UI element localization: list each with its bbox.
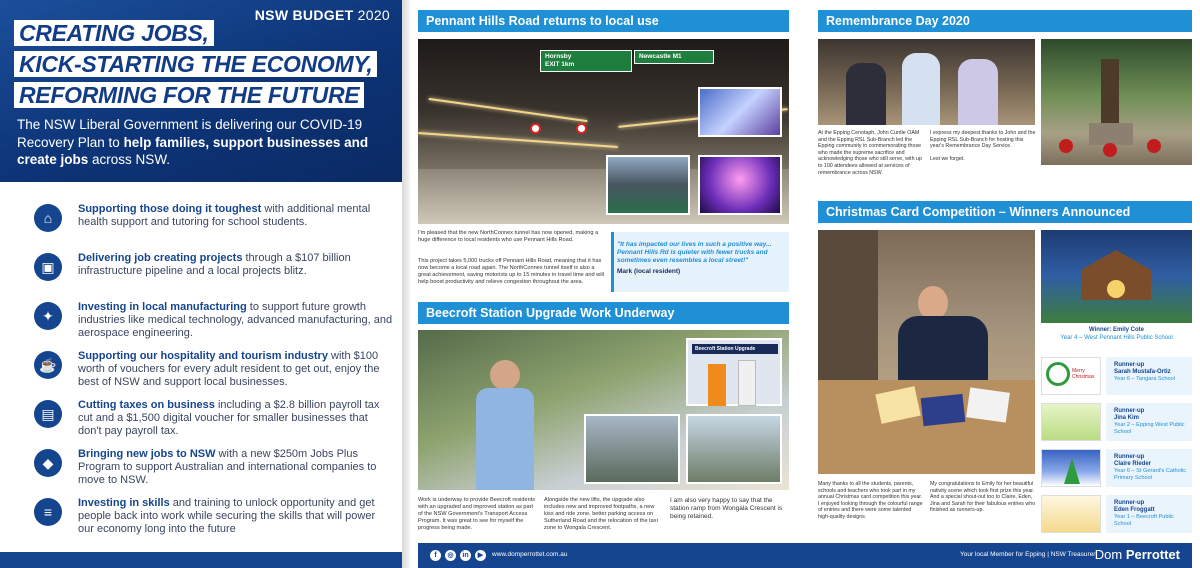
youtube-icon[interactable]: ▶: [475, 550, 486, 561]
runner-card-2: [1041, 403, 1101, 441]
left-footer-bar: [0, 552, 402, 568]
beecroft-column-2: Alongside the new lifts, the upgrade also includes new and improved footpaths, a new kiss and ride zone, better parking access on Sutherland Road and the relocation of the taxi zone to Wongala Crescent.: [544, 497, 658, 531]
christmas-column-1: Many thanks to all the students, parents, schools and teachers who took part in my annual Christmas card competition this year. I enjoyed looking through the colourful range of entries and there were some talented high-quality designs.: [818, 481, 923, 520]
budget-panel: [0, 0, 402, 568]
pennant-section-header: Pennant Hills Road returns to local use: [418, 10, 789, 32]
runner-card-4: [1041, 495, 1101, 533]
remembrance-column-2: I express my deepest thanks to John and the Epping RSL Sub-Branch for hosting this year's Remembrance Day Service. Lest we forget.: [930, 130, 1036, 163]
pennant-paragraph-2: This project takes 5,000 trucks off Pennant Hills Road, meaning that it has now become a local road again. The NorthConnex tunnel itself is also a great achievement, saving motorists up to 15 minutes in travel time and will help boost productivity and relieve congestion throughout the area.: [418, 258, 604, 285]
wreath-icon: [1147, 139, 1161, 153]
runner-up-caption: Runner-up Sarah Mustafa-Ortiz Year 6 – Tangara School: [1114, 362, 1175, 382]
house-heart-icon: ⌂: [34, 204, 62, 232]
budget-item: ▣ Delivering job creating projects through a $107 billion infrastructure pipeline and a local projects blitz.: [34, 252, 394, 301]
person-suit: [898, 316, 988, 386]
runner-up-caption: Runner-up Claire Rieder Year 6 – St Gerard's Catholic Primary School: [1114, 454, 1187, 481]
speed-sign-icon: [576, 123, 587, 134]
pennant-paragraph-1: I'm pleased that the new NorthConnex tunnel has now opened, making a huge difference to local residents who use Pennant Hills Road.: [418, 230, 599, 243]
person-head: [490, 360, 520, 390]
speed-sign-icon: [530, 123, 541, 134]
books-icon: ≡: [34, 498, 62, 526]
budget-items-list: [34, 203, 394, 546]
runner-card-3: [1041, 449, 1101, 487]
coffee-cup-icon: ☕: [34, 351, 62, 379]
train-icon: ▣: [34, 253, 62, 281]
site-visit-photo-1: [584, 414, 680, 484]
hornsby-sign: Hornsby EXIT 1km: [540, 50, 632, 72]
footer-tagline: Your local Member for Epping | NSW Treasurer: [960, 551, 1096, 558]
budget-item: ▤ Cutting taxes on business including a $2.8 billion payroll tax cut and a $1,500 digital voucher for smaller businesses that don't pay payroll tax.: [34, 399, 394, 448]
budget-item: ≡ Investing in skills and training to unlock opportunity and get people back into work while securing the skills that will power our economy long into the future: [34, 497, 394, 546]
nsw-map-icon: ◆: [34, 449, 62, 477]
instagram-icon[interactable]: ◎: [445, 550, 456, 561]
budget-label: NSW BUDGET 2020: [254, 7, 390, 23]
tunnel-photo: [418, 39, 789, 224]
shopfront-icon: ▤: [34, 400, 62, 428]
cenotaph-photo: [1041, 39, 1192, 165]
budget-item: ✦ Investing in local manufacturing to support future growth industries like medical technology, advanced manufacturing, and aerospace engineering.: [34, 301, 394, 350]
station-board-photo: Beecroft Station Upgrade: [686, 338, 782, 406]
winner-caption: Winner: Emily Cote Year 4 – West Pennant Hills Public School: [1060, 327, 1173, 341]
headline-line-2: KICK-STARTING THE ECONOMY,: [14, 51, 377, 77]
wreath-icon: [1103, 143, 1117, 157]
tunnel-inset-photo-2: [606, 155, 690, 215]
headline-line-1: CREATING JOBS,: [14, 20, 214, 46]
site-visit-photo-2: [686, 414, 782, 484]
runner-card-1: Merry Christmas: [1041, 357, 1101, 395]
person-head: [918, 286, 948, 320]
christmas-section-header: Christmas Card Competition – Winners Announced: [818, 201, 1192, 223]
winning-card-nativity: [1041, 230, 1192, 323]
beecroft-photo: [418, 330, 789, 490]
tunnel-inset-photo-1: [698, 87, 782, 137]
facebook-icon[interactable]: f: [430, 550, 441, 561]
runner-up-caption: Runner-up Jina Kim Year 2 – Epping West Public School: [1114, 408, 1185, 435]
judging-photo: [818, 230, 1035, 474]
linkedin-icon[interactable]: in: [460, 550, 471, 561]
remembrance-section-header: Remembrance Day 2020: [818, 10, 1192, 32]
intro-text: The NSW Liberal Government is delivering our COVID-19 Recovery Plan to help families, support businesses and create jobs across NSW.: [17, 117, 369, 167]
beecroft-section-header: Beecroft Station Upgrade Work Underway: [418, 302, 789, 324]
website-link[interactable]: www.domperrottet.com.au: [492, 551, 568, 558]
beecroft-column-1: Work is underway to provide Beecroft residents with an upgraded and improved station as part of the NSW Government's Transport Access Program. It was great to see for myself the progress being made.: [418, 497, 536, 531]
runner-up-caption: Runner-up Eden Froggatt Year 1 – Beecroft Public School: [1114, 500, 1174, 527]
budget-item: ◆ Bringing new jobs to NSW with a new $250m Jobs Plus Program to support Australian and international companies to move to NSW.: [34, 448, 394, 497]
hero-banner: [0, 0, 402, 182]
beecroft-column-3: I am also very happy to say that the station ramp from Wongala Crescent is being retained.: [670, 497, 783, 520]
newcastle-sign: Newcastle M1: [634, 50, 714, 64]
tunnel-inset-photo-3: [698, 155, 782, 215]
remembrance-column-1: At the Epping Cenotaph, John Curdie OAM and the Epping RSL Sub-Branch led the Epping community in commemorating those who made the supreme sacrifice and acknowledging those who still serve, with up to 100 attendees allowed at services of remembrance across NSW.: [818, 130, 922, 176]
microscope-icon: ✦: [34, 302, 62, 330]
page-gutter: [402, 0, 410, 568]
newsletter-footer: [418, 543, 1192, 568]
budget-item: ☕ Supporting our hospitality and tourism industry with $100 worth of vouchers for every adult resident to get out, enjoy the best of NSW and support local businesses.: [34, 350, 394, 399]
remembrance-group-photo: [818, 39, 1035, 125]
person-shirt: [476, 388, 534, 490]
headline-line-3: REFORMING FOR THE FUTURE: [14, 82, 364, 108]
footer-signature: Dom Perrottet: [1094, 547, 1180, 562]
wreath-icon: [1059, 139, 1073, 153]
christmas-column-2: My congratulations to Emily for her beautiful nativity scene which took first prize this year. And a special shout-out too to Claire, Eden, Jina and Sarah for their fabulous entries who finished as runners-up.: [930, 481, 1036, 514]
budget-item: ⌂ Supporting those doing it toughest with additional mental health support and tutoring for school students.: [34, 203, 394, 252]
resident-quote: "It has impacted our lives in such a positive way... Pennant Hills Rd is quieter with fewer trucks and sometimes even resembles a local street!" Mark (local resident): [617, 241, 772, 275]
